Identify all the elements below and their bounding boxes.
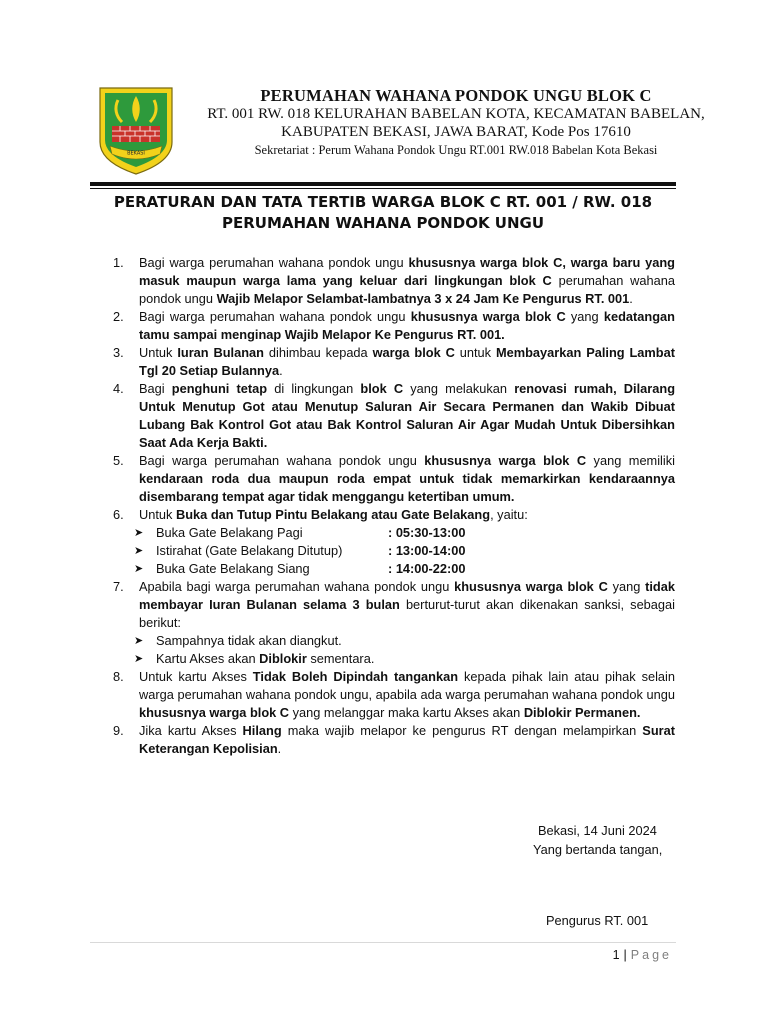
body-text: yang melanggar maka kartu Akses akan [289, 705, 524, 720]
letterhead-address-line2: KABUPATEN BEKASI, JAWA BARAT, Kode Pos 17610 [281, 124, 631, 140]
page-label: Page [630, 948, 672, 962]
rule-item [110, 506, 675, 524]
schedule-label: Istirahat (Gate Belakang Ditutup) [156, 543, 343, 558]
page-footer [613, 948, 672, 962]
body-text: Untuk kartu Akses [139, 669, 253, 684]
emphasis-text: kedatangan tamu sampai menginap Wajib Melapor Ke Pengurus RT. 001. [139, 309, 675, 342]
signature-place-date: Bekasi, 14 Juni 2024 [538, 823, 657, 838]
emphasis-text: khususnya warga blok C, warga baru yang masuk maupun warga lama yang keluar dari lingkungan blok C [139, 255, 675, 288]
letterhead-title: PERUMAHAN WAHANA PONDOK UNGU BLOK C [260, 86, 652, 105]
bekasi-regency-emblem [96, 84, 176, 176]
rule-number: 9. [113, 723, 124, 738]
rule-number: 1. [113, 255, 124, 270]
rule-text [139, 380, 675, 452]
body-text: Bagi [139, 381, 172, 396]
arrow-bullet-icon: ➤ [134, 545, 144, 557]
emphasis-text: blok C [360, 381, 404, 396]
body-text: perumahan wahana pondok ungu [139, 273, 675, 306]
body-text: Sampahnya tidak akan diangkut. [156, 633, 342, 648]
page-separator: | [623, 948, 627, 962]
rule-item [110, 308, 675, 344]
emphasis-text: Surat Keterangan Kepolisian [139, 723, 675, 756]
arrow-bullet-icon: ➤ [134, 653, 144, 665]
emphasis-text: khususnya warga blok C [424, 453, 587, 468]
sanction-item [110, 650, 675, 668]
body-text: Untuk [139, 507, 176, 522]
rule-item [110, 254, 675, 308]
rule-text [139, 578, 675, 632]
body-text: kepada pihak lain atau pihak selain warga perumahan wahana pondok ungu, apabila ada warga perumahan wahana pondok ungu [139, 669, 676, 702]
body-text: , yaitu: [490, 507, 528, 522]
arrow-bullet-icon: ➤ [134, 635, 144, 647]
footer-divider [90, 942, 676, 943]
rule-text [139, 452, 675, 506]
rule-item [110, 668, 675, 722]
emphasis-text: Iuran Bulanan [177, 345, 264, 360]
body-text: berturut-turut akan dikenakan sanksi, sebagai berikut: [139, 597, 675, 630]
body-text: yang [607, 579, 646, 594]
body-text: . [629, 291, 633, 306]
emphasis-text: Membayarkan Paling Lambat Tgl 20 Setiap Bulannya [139, 345, 675, 378]
emphasis-text: kendaraan roda dua maupun roda empat untuk tidak memarkirkan kendaraannya disembarang tempat agar tidak menggangu ketertiban umum. [139, 471, 675, 504]
rule-number: 3. [113, 345, 124, 360]
rule-text [139, 308, 675, 344]
rule-item [110, 578, 675, 632]
emphasis-text: Diblokir [259, 651, 307, 666]
rule-number: 5. [113, 453, 124, 468]
arrow-bullet-icon: ➤ [134, 563, 144, 575]
document-title-line1: PERATURAN DAN TATA TERTIB WARGA BLOK C RT. 001 / RW. 018 [113, 193, 653, 211]
letterhead-divider-thin [90, 188, 676, 189]
body-text: Untuk [139, 345, 178, 360]
rule-item [110, 722, 675, 758]
emphasis-text: renovasi rumah, Dilarang Untuk Menutup Got atau Menutup Saluran Air Secara Permanen dan Wakib Dibuat Lubang Bak Kontrol Got atau Bak Kontrol Saluran Air Agar Mudah Untuk Dibersihkan Saat Ada Kerja Bakti. [139, 381, 676, 450]
gate-schedule-item [110, 524, 675, 542]
gate-schedule-item [110, 560, 675, 578]
body-text: sementara. [306, 651, 375, 666]
rule-text [139, 668, 675, 722]
emphasis-text: Diblokir Permanen. [523, 705, 641, 720]
rule-item [110, 452, 675, 506]
schedule-time: : 14:00-22:00 [388, 561, 466, 576]
rule-number: 4. [113, 381, 124, 396]
rule-item [110, 380, 675, 452]
body-text: yang [565, 309, 604, 324]
page-number: 1 [612, 948, 620, 962]
body-text: Bagi warga perumahan wahana pondok ungu [139, 453, 425, 468]
emphasis-text: Hilang [242, 723, 282, 738]
emphasis-text: warga blok C [372, 345, 455, 360]
body-text: Apabila bagi warga perumahan wahana pondok ungu [139, 579, 455, 594]
body-text: . [277, 741, 282, 756]
letterhead-divider-thick [90, 182, 676, 186]
signature-signer: Pengurus RT. 001 [546, 913, 649, 928]
sanction-item [110, 632, 675, 650]
emblem-caption: BEKASI [127, 150, 145, 157]
letterhead-secretariat: Sekretariat : Perum Wahana Pondok Ungu RT.001 RW.018 Babelan Kota Bekasi [254, 143, 658, 157]
emphasis-text: tidak membayar Iuran Bulanan selama 3 bulan [139, 579, 675, 612]
sanction-list [110, 632, 675, 668]
schedule-label: Buka Gate Belakang Pagi [156, 525, 303, 540]
arrow-bullet-icon: ➤ [134, 527, 144, 539]
gate-schedule-list [110, 524, 675, 578]
body-text: maka wajib melapor ke pengurus RT dengan melampirkan [281, 723, 643, 738]
schedule-time: : 05:30-13:00 [388, 525, 466, 540]
body-text: . [279, 363, 283, 378]
rule-item [110, 344, 675, 380]
body-text: Jika kartu Akses [139, 723, 243, 738]
body-text: Bagi warga perumahan wahana pondok ungu [139, 309, 411, 324]
emphasis-text: Tidak Boleh Dipindah tangankan [252, 669, 459, 684]
rule-number: 2. [113, 309, 124, 324]
rule-text [139, 344, 675, 380]
body-text: Kartu Akses akan [156, 651, 260, 666]
emphasis-text: Wajib Melapor Selambat-lambatnya 3 x 24 Jam Ke Pengurus RT. 001 [216, 291, 630, 306]
schedule-time: : 13:00-14:00 [388, 543, 466, 558]
letterhead-address-line1: RT. 001 RW. 018 KELURAHAN BABELAN KOTA, KECAMATAN BABELAN, [207, 106, 705, 122]
signature-closing: Yang bertanda tangan, [533, 842, 663, 857]
emphasis-text: khususnya warga blok C [410, 309, 566, 324]
body-text: dihimbau kepada [263, 345, 373, 360]
rules-list [110, 254, 675, 758]
rule-number: 8. [113, 669, 124, 684]
rule-text [139, 254, 675, 308]
emphasis-text: Buka dan Tutup Pintu Belakang atau Gate Belakang [176, 507, 491, 522]
rule-number: 6. [113, 507, 124, 522]
schedule-label: Buka Gate Belakang Siang [156, 561, 310, 576]
rule-text [139, 506, 675, 524]
emphasis-text: penghuni tetap [171, 381, 268, 396]
body-text: yang memiliki [586, 453, 675, 468]
emphasis-text: khususnya warga blok C [139, 705, 290, 720]
emphasis-text: khususnya warga blok C [454, 579, 608, 594]
body-text: yang melakukan [403, 381, 515, 396]
rule-number: 7. [113, 579, 124, 594]
body-text: Bagi warga perumahan wahana pondok ungu [139, 255, 409, 270]
document-title-line2: PERUMAHAN WAHANA PONDOK UNGU [221, 214, 545, 232]
body-text: di lingkungan [267, 381, 361, 396]
rule-text [139, 722, 675, 758]
gate-schedule-item [110, 542, 675, 560]
body-text: untuk [454, 345, 496, 360]
